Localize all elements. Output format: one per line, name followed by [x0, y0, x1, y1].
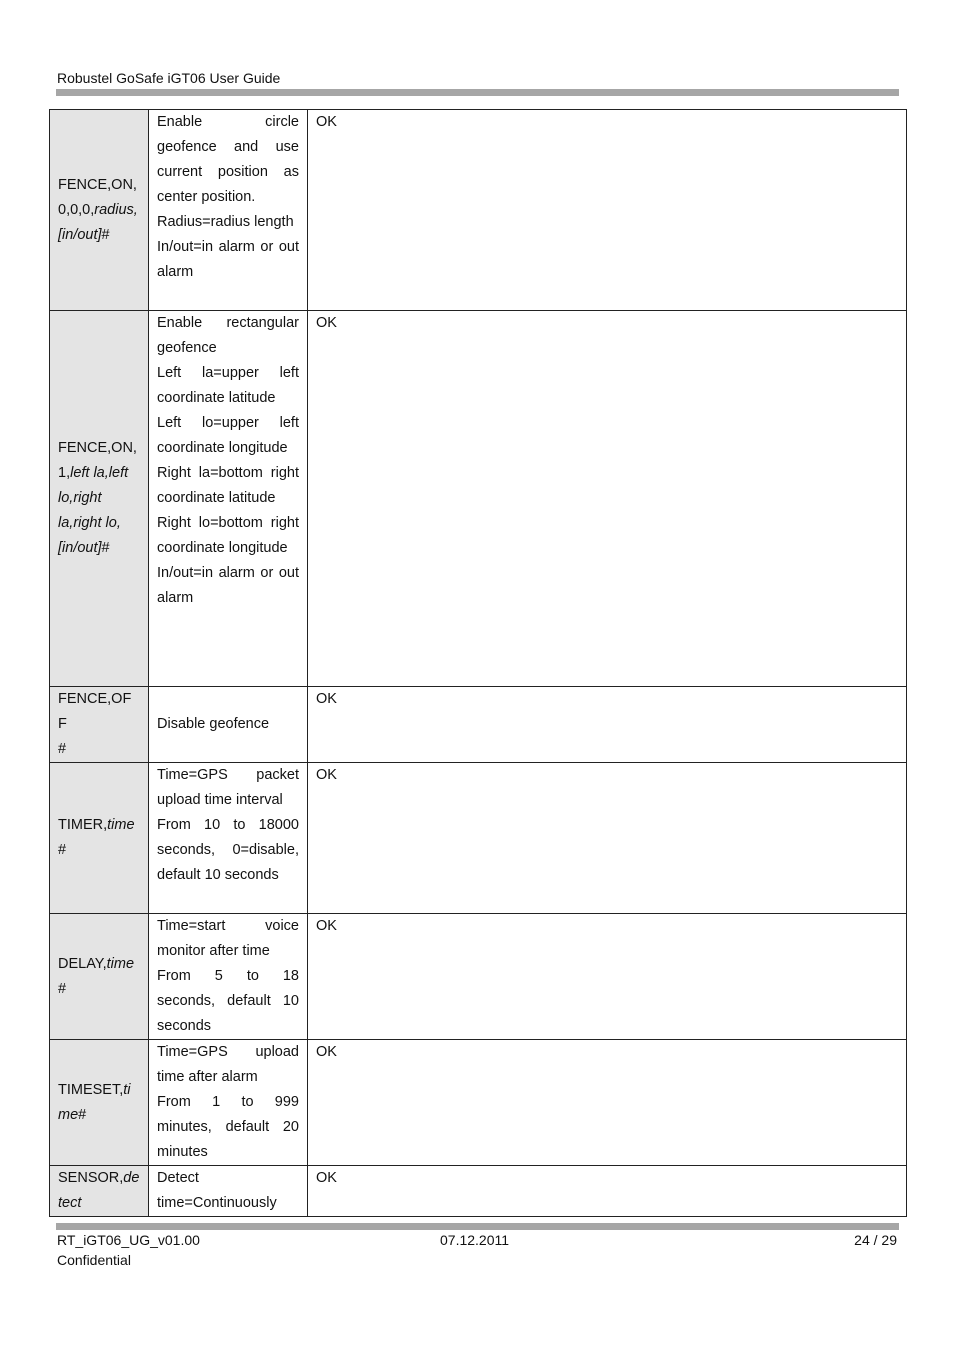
- description-cell: [149, 311, 308, 687]
- description-line: Right la=bottom right coordinate latitude: [157, 465, 299, 506]
- description-cell: [149, 1166, 308, 1217]
- description-cell: [149, 914, 308, 1040]
- table-row: [50, 1166, 907, 1217]
- description-line: In/out=in alarm or out alarm: [157, 565, 299, 606]
- command-suffix: #: [58, 842, 67, 858]
- command-params: left la,left lo,right la,right lo,[in/out]: [58, 465, 129, 556]
- command-suffix: #: [58, 980, 67, 997]
- command-cell: [50, 110, 149, 311]
- description-line: Time=GPS upload time after alarm: [157, 1044, 299, 1085]
- response-cell: OK: [308, 914, 907, 1040]
- table-row: [50, 110, 907, 311]
- description-cell: [149, 687, 308, 763]
- table-row: [50, 687, 907, 763]
- footer-date: 07.12.2011: [440, 1232, 510, 1248]
- running-header-title: Robustel GoSafe iGT06 User Guide: [57, 70, 281, 86]
- description-line: Left la=upper left coordinate latitude: [157, 365, 299, 406]
- description-line: In/out=in alarm or out alarm: [157, 239, 299, 280]
- command-prefix: FENCE,OFF #: [58, 691, 132, 757]
- command-suffix: #: [101, 540, 110, 556]
- description-line: Left lo=upper left coordinate longitude: [157, 415, 299, 456]
- command-prefix: DELAY,: [58, 955, 107, 972]
- command-params: time: [106, 955, 135, 972]
- command-params: radius,[in/out]: [58, 201, 138, 243]
- command-cell: [50, 311, 149, 687]
- footer-page-number: 24 / 29: [854, 1232, 897, 1248]
- footer-confidential: Confidential: [57, 1252, 131, 1268]
- command-suffix: #: [101, 226, 110, 243]
- response-cell: OK: [308, 1166, 907, 1217]
- response-cell: OK: [308, 110, 907, 311]
- description-line: Radius=radius length: [157, 214, 294, 230]
- description-line: From 10 to 18000 seconds, 0=disable, default 10 seconds: [157, 817, 299, 883]
- description-cell: [149, 110, 308, 311]
- description-line: From 1 to 999 minutes, default 20 minutes: [157, 1094, 299, 1160]
- command-cell: [50, 1040, 149, 1166]
- table-row: [50, 914, 907, 1040]
- response-cell: OK: [308, 1040, 907, 1166]
- description-line: Time=start voice monitor after time: [157, 918, 299, 959]
- command-cell: [50, 914, 149, 1040]
- header-rule: [56, 89, 899, 96]
- command-cell: [50, 763, 149, 914]
- response-cell: OK: [308, 687, 907, 763]
- command-params: detect: [58, 1170, 140, 1211]
- command-params: time: [58, 1081, 131, 1123]
- table-row: [50, 763, 907, 914]
- description-line: From 5 to 18 seconds, default 10 seconds: [157, 968, 299, 1034]
- description-cell: [149, 1040, 308, 1166]
- footer-doc-id: RT_iGT06_UG_v01.00: [57, 1232, 200, 1248]
- command-cell: [50, 1166, 149, 1217]
- command-suffix: #: [78, 1106, 87, 1123]
- command-params: time: [107, 817, 135, 833]
- description-line: Time=GPS packet upload time interval: [157, 767, 299, 808]
- table-row: [50, 311, 907, 687]
- table-row: [50, 1040, 907, 1166]
- description-line: Disable geofence: [157, 716, 270, 732]
- footer-left: [57, 1230, 200, 1270]
- command-prefix: SENSOR,: [58, 1170, 124, 1186]
- footer-rule: [56, 1223, 899, 1230]
- description-line: Right lo=bottom right coordinate longitude: [157, 515, 299, 556]
- command-prefix: TIMESET,: [58, 1081, 124, 1098]
- command-prefix: FENCE,ON, 1,: [58, 440, 137, 481]
- sms-command-table: [49, 109, 907, 1217]
- response-cell: OK: [308, 763, 907, 914]
- response-cell: OK: [308, 311, 907, 687]
- description-line: Enable circle geofence and use current position as center position.: [157, 114, 299, 205]
- command-prefix: TIMER,: [58, 817, 108, 833]
- command-cell: [50, 687, 149, 763]
- command-prefix: FENCE,ON, 0,0,0,: [58, 176, 137, 218]
- description-cell: [149, 763, 308, 914]
- description-line: Enable rectangular geofence: [157, 315, 299, 356]
- description-line: Detect time=Continuously: [157, 1170, 277, 1211]
